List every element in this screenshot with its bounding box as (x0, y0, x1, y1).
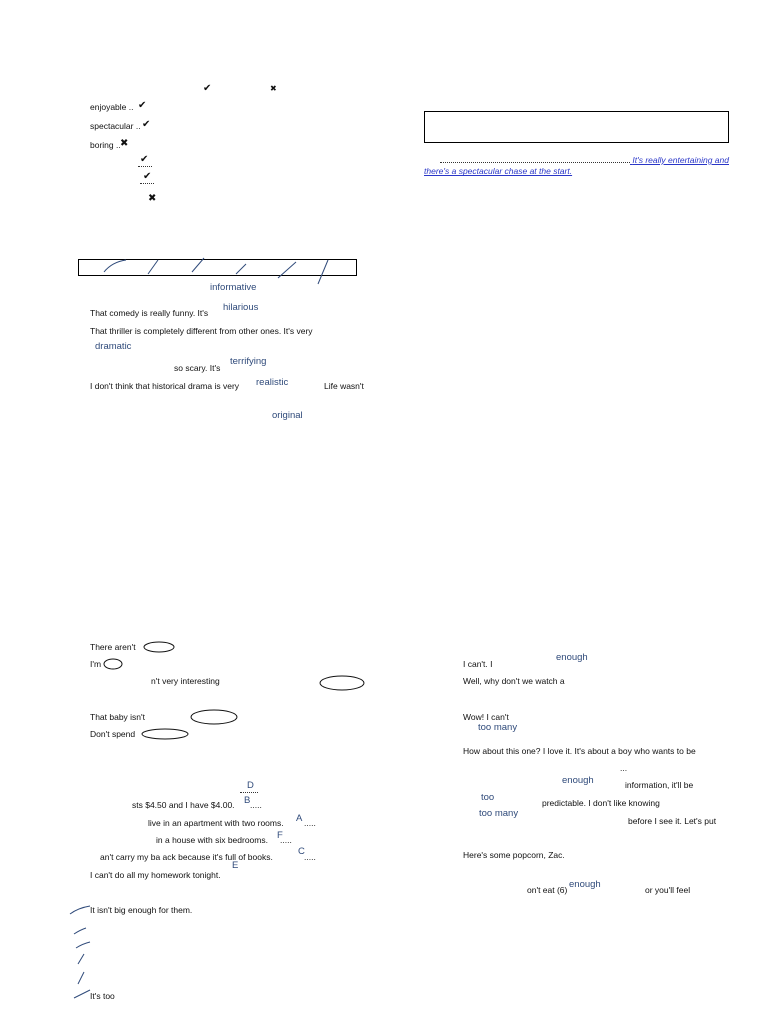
hw-letter-a: A (296, 813, 303, 824)
exercise-line: It isn't big enough for them. (90, 905, 193, 915)
tick-mark (74, 990, 90, 998)
tick-mark (70, 906, 90, 914)
circle-mark (104, 659, 122, 669)
exercise-line: n't very interesting (151, 676, 220, 686)
hw-enough: enough (562, 775, 594, 786)
dots: ..... (250, 800, 262, 810)
word-box (78, 259, 357, 276)
exercise-line: That thriller is completely different from other ones. It's very (90, 326, 313, 336)
hw-realistic: realistic (256, 377, 289, 388)
hw-letter-c: C (298, 846, 305, 857)
adjective-enjoyable: enjoyable .. (90, 102, 134, 112)
match-line: an't carry my ba ack because it's full of books. (100, 852, 273, 862)
exercise-line: Don't spend (90, 729, 136, 739)
hw-too: too (481, 792, 495, 803)
tick-icon: ✔ (142, 119, 151, 130)
exercise-line: It's too (90, 991, 115, 1001)
dialog-line: on't eat (6) (527, 885, 568, 895)
hw-too-many: too many (478, 722, 518, 733)
answer-line1: It's really entertaining and (632, 155, 729, 165)
dialog-line: Well, why don't we watch a (463, 676, 565, 686)
adjective-boring: boring .. (90, 140, 121, 150)
hw-original: original (272, 410, 303, 421)
exercise-line: I don't think that historical drama is very (90, 381, 240, 391)
dotted-blank (138, 158, 152, 167)
match-line: I can't do all my homework tonight. (90, 870, 221, 880)
dialog-line: Wow! I can't (463, 712, 509, 722)
hw-letter-b: B (244, 795, 251, 806)
circle-mark (144, 642, 174, 652)
dialog-line: Here's some popcorn, Zac. (463, 850, 565, 860)
tick-icon: ✔ (140, 154, 149, 165)
dialog-line: before I see it. Let's put (628, 816, 717, 826)
exercise-line: I'm (90, 659, 102, 669)
dotted-blank (440, 156, 630, 163)
adjective-spectacular: spectacular .. (90, 121, 141, 131)
exercise-line: Life wasn't (324, 381, 364, 391)
tick-icon: ✔ (143, 171, 152, 182)
hw-hilarious: hilarious (223, 302, 259, 313)
tick-icon: ✔ (138, 100, 147, 111)
dotted-blank (240, 786, 258, 793)
dots: ..... (280, 835, 292, 845)
match-line: live in an apartment with two rooms. (148, 818, 284, 828)
circle-mark (142, 729, 188, 739)
dialog-line: predictable. I don't like knowing (542, 798, 660, 808)
dots: ..... (304, 818, 316, 828)
answer-line2: there's a spectacular chase at the start. (424, 166, 573, 177)
dialog-line: information, it'll be (625, 780, 694, 790)
hw-terrifying: terrifying (230, 356, 267, 367)
hw-letter-d: D (247, 780, 254, 791)
circle-mark (191, 710, 237, 724)
tick-mark (74, 928, 86, 934)
exercise-line: There aren't (90, 642, 136, 652)
answer-sentence (424, 155, 729, 178)
hw-dramatic: dramatic (95, 341, 132, 352)
exercise-line: so scary. It's (174, 363, 221, 373)
dialog-ellipsis: ... (620, 763, 628, 773)
hw-enough: enough (569, 879, 601, 890)
header-tick-icon: ✔ (203, 83, 212, 94)
hw-too-many: too many (479, 808, 519, 819)
dialog-line: or you'll feel (645, 885, 691, 895)
header-cross-icon: ✖ (270, 84, 277, 93)
cross-icon: ✖ (120, 138, 129, 149)
dots: ..... (304, 852, 316, 862)
dialog-line: I can't. I (463, 659, 493, 669)
hw-letter-f: F (277, 830, 283, 841)
tick-mark (78, 972, 84, 984)
hw-enough: enough (556, 652, 588, 663)
dotted-blank (140, 175, 154, 184)
exercise-line: That baby isn't (90, 712, 146, 722)
cross-icon: ✖ (148, 193, 157, 204)
exercise-line: That comedy is really funny. It's (90, 308, 209, 318)
dialog-line: How about this one? I love it. It's about a boy who wants to be (463, 746, 696, 756)
answer-box (424, 111, 729, 143)
match-line: in a house with six bedrooms. (156, 835, 268, 845)
tick-mark (78, 954, 84, 964)
hw-informative: informative (210, 282, 257, 293)
hw-letter-e: E (232, 860, 239, 871)
match-line: sts $4.50 and I have $4.00. (132, 800, 235, 810)
circle-mark (320, 676, 364, 690)
tick-mark (76, 942, 90, 948)
